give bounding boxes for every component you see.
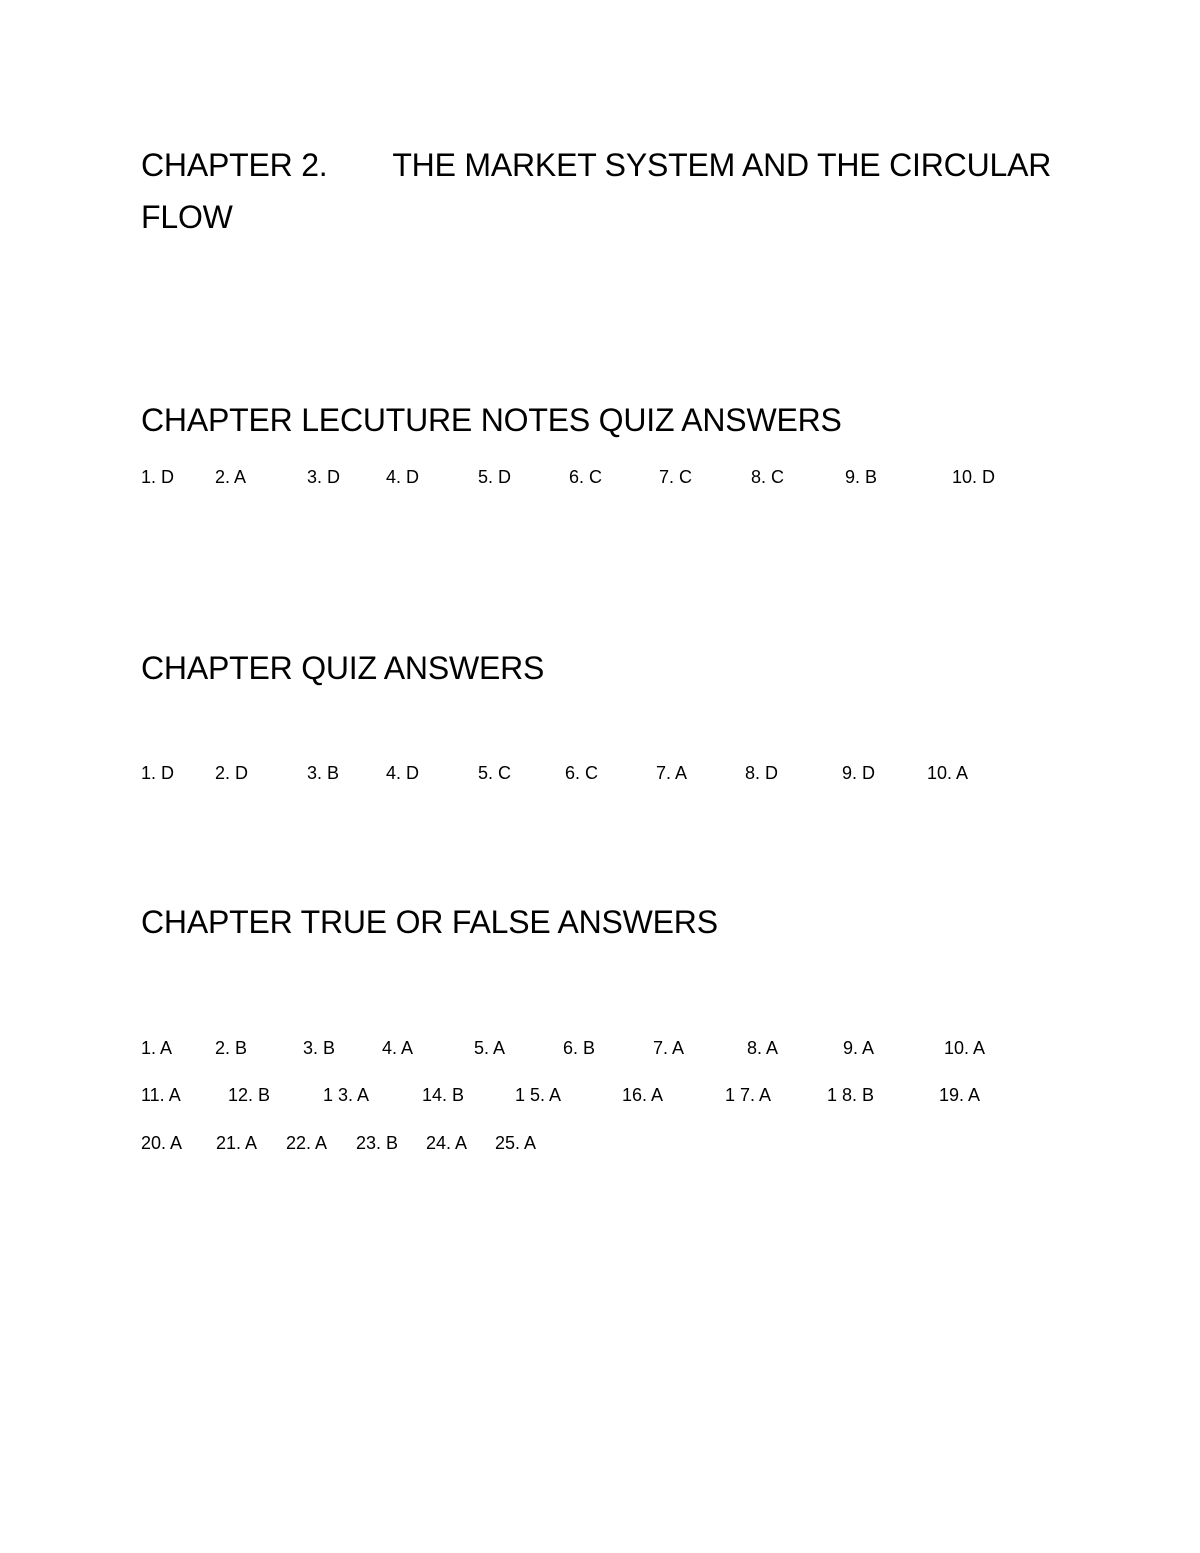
answer-item: 9. D xyxy=(842,763,876,783)
answer-item: 5. A xyxy=(474,1038,506,1058)
answer-item: 4. A xyxy=(382,1038,414,1058)
document-title-line-1 xyxy=(141,140,1051,190)
chapter-number: CHAPTER 2. xyxy=(141,147,328,183)
answer-item: 7. A xyxy=(656,763,688,783)
answer-item: 10. D xyxy=(952,467,996,487)
answer-item: 8. A xyxy=(747,1038,779,1058)
answer-item: 19. A xyxy=(939,1085,981,1105)
document-title-line-2 xyxy=(141,192,233,242)
answer-row xyxy=(141,1036,1141,1060)
answer-item: 4. D xyxy=(386,467,420,487)
answer-item: 5. C xyxy=(478,763,512,783)
answer-item: 21. A xyxy=(216,1133,258,1153)
answer-row xyxy=(141,1083,1141,1107)
answer-item: 10. A xyxy=(944,1038,986,1058)
answer-item: 1. A xyxy=(141,1038,173,1058)
answer-item: 1 3. A xyxy=(323,1085,370,1105)
section-heading-lecture-notes-quiz: CHAPTER LECUTURE NOTES QUIZ ANSWERS xyxy=(141,402,842,438)
answer-item: 3. B xyxy=(303,1038,336,1058)
answer-row xyxy=(141,761,1141,785)
answer-item: 4. D xyxy=(386,763,420,783)
answer-row xyxy=(141,465,1141,489)
section-heading-true-or-false: CHAPTER TRUE OR FALSE ANSWERS xyxy=(141,904,718,940)
answer-item: 1. D xyxy=(141,467,175,487)
answer-item: 1 7. A xyxy=(725,1085,772,1105)
answer-item: 2. A xyxy=(215,467,247,487)
answer-item: 6. B xyxy=(563,1038,596,1058)
answer-item: 1 8. B xyxy=(827,1085,875,1105)
answer-row xyxy=(141,1131,1141,1155)
answer-item: 5. D xyxy=(478,467,512,487)
answer-item: 8. C xyxy=(751,467,785,487)
answer-item: 12. B xyxy=(228,1085,271,1105)
section-heading-chapter-quiz: CHAPTER QUIZ ANSWERS xyxy=(141,650,545,686)
answer-item: 1. D xyxy=(141,763,175,783)
answer-item: 7. C xyxy=(659,467,693,487)
answer-item: 16. A xyxy=(622,1085,664,1105)
chapter-title-part-2: FLOW xyxy=(141,199,233,235)
answer-item: 11. A xyxy=(141,1085,181,1105)
answer-item: 10. A xyxy=(927,763,969,783)
chapter-title-part-1: THE MARKET SYSTEM AND THE CIRCULAR xyxy=(392,147,1052,183)
answer-item: 7. A xyxy=(653,1038,685,1058)
answer-item: 9. B xyxy=(845,467,878,487)
answer-item: 1 5. A xyxy=(515,1085,562,1105)
answer-item: 2. B xyxy=(215,1038,248,1058)
answer-item: 23. B xyxy=(356,1133,399,1153)
answer-item: 6. C xyxy=(565,763,599,783)
answer-item: 14. B xyxy=(422,1085,465,1105)
answer-item: 24. A xyxy=(426,1133,468,1153)
answer-item: 6. C xyxy=(569,467,603,487)
answer-item: 22. A xyxy=(286,1133,328,1153)
answer-item: 9. A xyxy=(843,1038,875,1058)
answer-item: 3. B xyxy=(307,763,340,783)
answer-item: 2. D xyxy=(215,763,249,783)
answer-item: 20. A xyxy=(141,1133,183,1153)
answer-item: 3. D xyxy=(307,467,341,487)
answer-item: 25. A xyxy=(495,1133,537,1153)
answer-item: 8. D xyxy=(745,763,779,783)
